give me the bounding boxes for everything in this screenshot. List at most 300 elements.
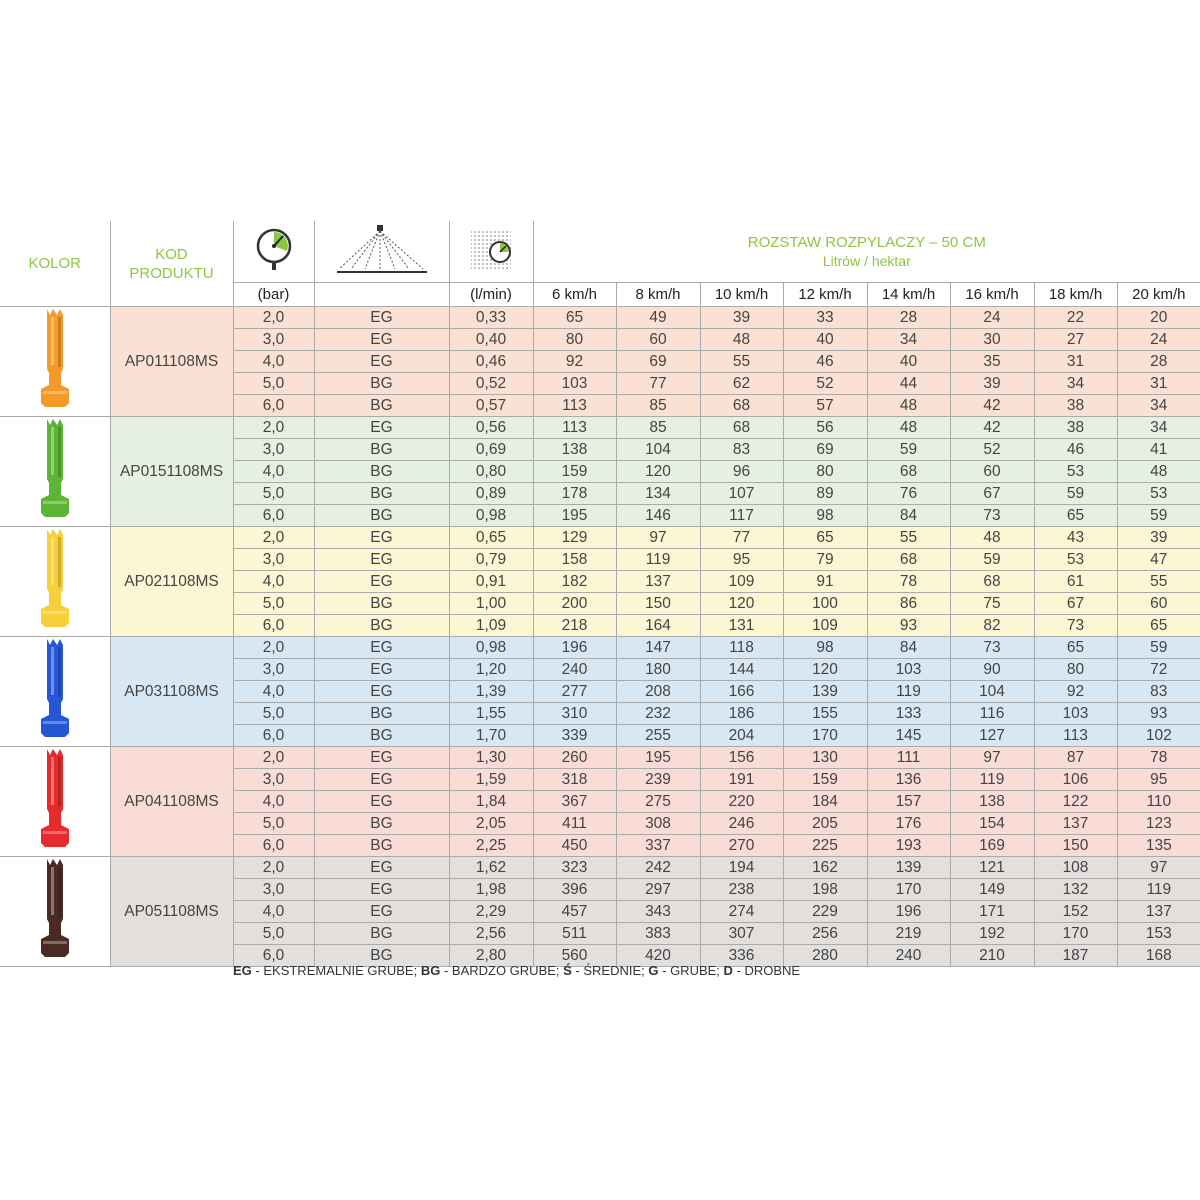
rate-value: 225 [783, 835, 867, 857]
rate-value: 242 [616, 857, 700, 879]
rate-value: 39 [700, 307, 783, 329]
droplet-class: EG [314, 637, 449, 659]
rate-value: 75 [950, 593, 1034, 615]
flow-unit: (l/min) [449, 283, 533, 307]
rate-value: 138 [533, 439, 616, 461]
rate-value: 170 [1034, 923, 1117, 945]
droplet-class: EG [314, 571, 449, 593]
rate-value: 78 [1117, 747, 1200, 769]
flow-value: 2,25 [449, 835, 533, 857]
rate-value: 24 [950, 307, 1034, 329]
rate-value: 52 [950, 439, 1034, 461]
rate-value: 130 [783, 747, 867, 769]
pressure-value: 2,0 [233, 307, 314, 329]
rate-value: 34 [1117, 395, 1200, 417]
rate-value: 270 [700, 835, 783, 857]
rate-value: 104 [616, 439, 700, 461]
rate-value: 42 [950, 417, 1034, 439]
rate-value: 218 [533, 615, 616, 637]
droplet-class: BG [314, 703, 449, 725]
legend-item [563, 963, 648, 978]
rate-value: 139 [783, 681, 867, 703]
flow-value: 1,84 [449, 791, 533, 813]
table-row [0, 307, 1200, 329]
rate-value: 80 [783, 461, 867, 483]
rate-value: 20 [1117, 307, 1200, 329]
rate-value: 158 [533, 549, 616, 571]
legend-abbr: EG [233, 963, 252, 978]
rate-value: 117 [700, 505, 783, 527]
rate-value: 104 [950, 681, 1034, 703]
nozzle-image [35, 857, 75, 961]
nozzle-color-cell [0, 857, 110, 967]
rate-value: 195 [616, 747, 700, 769]
pressure-value: 4,0 [233, 791, 314, 813]
table-body [0, 307, 1200, 967]
rate-value: 149 [950, 879, 1034, 901]
rate-value: 150 [616, 593, 700, 615]
rate-value: 91 [783, 571, 867, 593]
rate-value: 55 [700, 351, 783, 373]
droplet-class: BG [314, 813, 449, 835]
rate-value: 323 [533, 857, 616, 879]
droplet-class: BG [314, 945, 449, 967]
rate-value: 127 [950, 725, 1034, 747]
rate-value: 164 [616, 615, 700, 637]
rate-value: 450 [533, 835, 616, 857]
pressure-value: 5,0 [233, 923, 314, 945]
pressure-value: 4,0 [233, 571, 314, 593]
nozzle-image [35, 417, 75, 521]
rate-value: 119 [1117, 879, 1200, 901]
rate-value: 93 [1117, 703, 1200, 725]
rate-value: 420 [616, 945, 700, 967]
rate-value: 184 [783, 791, 867, 813]
nozzle-color-cell [0, 307, 110, 417]
rate-value: 59 [867, 439, 950, 461]
pressure-value: 6,0 [233, 725, 314, 747]
rate-value: 132 [1034, 879, 1117, 901]
flow-value: 1,70 [449, 725, 533, 747]
rate-value: 123 [1117, 813, 1200, 835]
product-code: AP041108MS [110, 747, 233, 857]
flow-value: 2,80 [449, 945, 533, 967]
rate-value: 67 [1034, 593, 1117, 615]
nozzle-image [35, 307, 75, 411]
rate-value: 170 [867, 879, 950, 901]
rate-value: 97 [1117, 857, 1200, 879]
rate-value: 260 [533, 747, 616, 769]
rate-value: 176 [867, 813, 950, 835]
speed-header: 12 km/h [783, 283, 867, 307]
rate-value: 119 [950, 769, 1034, 791]
rate-value: 155 [783, 703, 867, 725]
rate-value: 240 [867, 945, 950, 967]
rate-value: 92 [1034, 681, 1117, 703]
rate-value: 60 [950, 461, 1034, 483]
rate-value: 411 [533, 813, 616, 835]
droplet-class: BG [314, 461, 449, 483]
rate-value: 65 [533, 307, 616, 329]
rate-value: 52 [783, 373, 867, 395]
rate-value: 511 [533, 923, 616, 945]
flow-value: 1,59 [449, 769, 533, 791]
rate-value: 205 [783, 813, 867, 835]
pressure-value: 4,0 [233, 351, 314, 373]
rate-value: 102 [1117, 725, 1200, 747]
droplet-class: EG [314, 791, 449, 813]
rate-value: 38 [1034, 417, 1117, 439]
rate-value: 339 [533, 725, 616, 747]
spacing-title: ROZSTAW ROZPYLACZY – 50 CM [747, 233, 986, 251]
pressure-value: 2,0 [233, 417, 314, 439]
flow-value: 0,65 [449, 527, 533, 549]
rate-value: 82 [950, 615, 1034, 637]
rate-value: 150 [1034, 835, 1117, 857]
rate-value: 72 [1117, 659, 1200, 681]
rate-value: 383 [616, 923, 700, 945]
rate-value: 73 [950, 637, 1034, 659]
table-row [0, 857, 1200, 879]
rate-value: 80 [533, 329, 616, 351]
rate-value: 274 [700, 901, 783, 923]
rate-value: 560 [533, 945, 616, 967]
rate-value: 47 [1117, 549, 1200, 571]
rate-value: 308 [616, 813, 700, 835]
rate-value: 170 [783, 725, 867, 747]
rate-value: 31 [1034, 351, 1117, 373]
droplet-class: BG [314, 725, 449, 747]
rate-value: 85 [616, 395, 700, 417]
kod-label-line2: PRODUKTU [129, 264, 214, 282]
rate-value: 65 [1034, 505, 1117, 527]
rate-value: 137 [1117, 901, 1200, 923]
pressure-value: 2,0 [233, 857, 314, 879]
rate-value: 219 [867, 923, 950, 945]
legend-abbr: G [648, 963, 659, 978]
pressure-value: 2,0 [233, 527, 314, 549]
rate-value: 43 [1034, 527, 1117, 549]
droplet-class: BG [314, 923, 449, 945]
rate-value: 144 [700, 659, 783, 681]
droplet-class: EG [314, 351, 449, 373]
rate-value: 31 [1117, 373, 1200, 395]
legend-text: - BARDZO GRUBE; [440, 963, 564, 978]
flow-value: 1,00 [449, 593, 533, 615]
rate-value: 46 [783, 351, 867, 373]
rate-value: 255 [616, 725, 700, 747]
spacing-header [533, 221, 1200, 283]
rate-value: 131 [700, 615, 783, 637]
rate-value: 46 [1034, 439, 1117, 461]
rate-value: 35 [950, 351, 1034, 373]
legend [233, 963, 800, 978]
rate-value: 65 [1117, 615, 1200, 637]
rate-value: 238 [700, 879, 783, 901]
rate-value: 42 [950, 395, 1034, 417]
rate-value: 90 [950, 659, 1034, 681]
rate-value: 129 [533, 527, 616, 549]
rate-value: 77 [700, 527, 783, 549]
pressure-value: 2,0 [233, 747, 314, 769]
rate-value: 396 [533, 879, 616, 901]
rate-value: 152 [1034, 901, 1117, 923]
rate-value: 108 [1034, 857, 1117, 879]
product-code: AP021108MS [110, 527, 233, 637]
rate-value: 69 [783, 439, 867, 461]
rate-value: 119 [616, 549, 700, 571]
product-code: AP0151108MS [110, 417, 233, 527]
rate-value: 89 [783, 483, 867, 505]
speed-header: 8 km/h [616, 283, 700, 307]
rate-value: 275 [616, 791, 700, 813]
table-row [0, 747, 1200, 769]
rate-value: 208 [616, 681, 700, 703]
rate-value: 120 [700, 593, 783, 615]
rate-value: 48 [867, 417, 950, 439]
rate-value: 38 [1034, 395, 1117, 417]
rate-value: 277 [533, 681, 616, 703]
pressure-value: 5,0 [233, 593, 314, 615]
rate-value: 232 [616, 703, 700, 725]
rate-value: 68 [867, 461, 950, 483]
pressure-value: 3,0 [233, 549, 314, 571]
kod-header [110, 221, 233, 307]
legend-item [233, 963, 421, 978]
rate-value: 146 [616, 505, 700, 527]
rate-value: 84 [867, 637, 950, 659]
flow-value: 0,98 [449, 637, 533, 659]
rate-value: 187 [1034, 945, 1117, 967]
flow-value: 0,57 [449, 395, 533, 417]
rate-value: 48 [867, 395, 950, 417]
rate-value: 220 [700, 791, 783, 813]
rate-value: 186 [700, 703, 783, 725]
speed-header: 6 km/h [533, 283, 616, 307]
flow-value: 0,98 [449, 505, 533, 527]
rate-value: 169 [950, 835, 1034, 857]
rate-value: 78 [867, 571, 950, 593]
flow-value: 1,09 [449, 615, 533, 637]
rate-value: 33 [783, 307, 867, 329]
droplet-class: BG [314, 615, 449, 637]
droplet-class: EG [314, 549, 449, 571]
spray-icon-cell [314, 221, 449, 283]
rate-value: 34 [1117, 417, 1200, 439]
nozzle-color-cell [0, 527, 110, 637]
rate-value: 100 [783, 593, 867, 615]
rate-value: 95 [1117, 769, 1200, 791]
rate-value: 84 [867, 505, 950, 527]
pressure-value: 2,0 [233, 637, 314, 659]
rate-value: 138 [950, 791, 1034, 813]
rate-value: 110 [1117, 791, 1200, 813]
droplet-class: BG [314, 593, 449, 615]
rate-value: 137 [616, 571, 700, 593]
droplet-class: BG [314, 483, 449, 505]
legend-abbr: D [723, 963, 733, 978]
rate-value: 256 [783, 923, 867, 945]
table-row [0, 417, 1200, 439]
rate-value: 111 [867, 747, 950, 769]
flow-value: 0,40 [449, 329, 533, 351]
rate-value: 28 [867, 307, 950, 329]
flow-value: 1,39 [449, 681, 533, 703]
rate-value: 103 [533, 373, 616, 395]
rate-value: 57 [783, 395, 867, 417]
pressure-value: 6,0 [233, 505, 314, 527]
speed-header: 14 km/h [867, 283, 950, 307]
rate-value: 73 [1034, 615, 1117, 637]
droplet-class: EG [314, 857, 449, 879]
nozzle-image [35, 747, 75, 851]
rate-value: 60 [616, 329, 700, 351]
pressure-value: 3,0 [233, 329, 314, 351]
rate-value: 196 [533, 637, 616, 659]
rate-value: 139 [867, 857, 950, 879]
rate-value: 107 [700, 483, 783, 505]
kolor-header [0, 221, 110, 307]
speed-header: 16 km/h [950, 283, 1034, 307]
rate-value: 307 [700, 923, 783, 945]
droplet-class: EG [314, 659, 449, 681]
droplet-class: EG [314, 527, 449, 549]
rate-value: 92 [533, 351, 616, 373]
pressure-value: 5,0 [233, 813, 314, 835]
flow-value: 2,29 [449, 901, 533, 923]
rate-value: 162 [783, 857, 867, 879]
rate-value: 195 [533, 505, 616, 527]
rate-value: 113 [533, 395, 616, 417]
rate-value: 28 [1117, 351, 1200, 373]
rate-value: 40 [867, 351, 950, 373]
kod-label-line1: KOD [155, 245, 188, 263]
product-code: AP051108MS [110, 857, 233, 967]
kolor-label: KOLOR [28, 255, 81, 272]
flow-gauge-icon [469, 226, 513, 272]
droplet-class: EG [314, 769, 449, 791]
flow-value: 1,20 [449, 659, 533, 681]
droplet-class: BG [314, 835, 449, 857]
rate-value: 34 [1034, 373, 1117, 395]
rate-value: 59 [1117, 637, 1200, 659]
rate-value: 200 [533, 593, 616, 615]
rate-value: 55 [1117, 571, 1200, 593]
rate-value: 83 [700, 439, 783, 461]
rate-value: 120 [616, 461, 700, 483]
rate-value: 67 [950, 483, 1034, 505]
rate-value: 34 [867, 329, 950, 351]
rate-value: 280 [783, 945, 867, 967]
rate-value: 318 [533, 769, 616, 791]
rate-value: 240 [533, 659, 616, 681]
droplet-class: EG [314, 329, 449, 351]
legend-text: - GRUBE; [658, 963, 724, 978]
legend-item [421, 963, 563, 978]
rate-value: 134 [616, 483, 700, 505]
product-code: AP031108MS [110, 637, 233, 747]
flow-value: 0,69 [449, 439, 533, 461]
rate-value: 68 [950, 571, 1034, 593]
rate-value: 171 [950, 901, 1034, 923]
rate-value: 39 [1117, 527, 1200, 549]
rate-value: 159 [533, 461, 616, 483]
flow-value: 2,05 [449, 813, 533, 835]
rate-value: 68 [700, 417, 783, 439]
rate-value: 97 [950, 747, 1034, 769]
rate-value: 96 [700, 461, 783, 483]
rate-value: 192 [950, 923, 1034, 945]
rate-value: 193 [867, 835, 950, 857]
rate-value: 137 [1034, 813, 1117, 835]
rate-value: 98 [783, 637, 867, 659]
rate-value: 156 [700, 747, 783, 769]
rate-value: 198 [783, 879, 867, 901]
rate-value: 182 [533, 571, 616, 593]
rate-value: 68 [867, 549, 950, 571]
pressure-icon-cell [233, 221, 314, 283]
rate-value: 48 [700, 329, 783, 351]
rate-value: 44 [867, 373, 950, 395]
rate-value: 48 [950, 527, 1034, 549]
rate-value: 297 [616, 879, 700, 901]
pressure-value: 4,0 [233, 461, 314, 483]
rate-value: 65 [783, 527, 867, 549]
rate-value: 60 [1117, 593, 1200, 615]
droplet-class: EG [314, 417, 449, 439]
rate-value: 337 [616, 835, 700, 857]
rate-value: 147 [616, 637, 700, 659]
rate-value: 55 [867, 527, 950, 549]
rate-value: 103 [1034, 703, 1117, 725]
flow-value: 2,56 [449, 923, 533, 945]
rate-value: 103 [867, 659, 950, 681]
pressure-value: 3,0 [233, 659, 314, 681]
rate-value: 229 [783, 901, 867, 923]
rate-value: 343 [616, 901, 700, 923]
rate-value: 22 [1034, 307, 1117, 329]
product-code: AP011108MS [110, 307, 233, 417]
rate-value: 53 [1034, 461, 1117, 483]
rate-value: 113 [533, 417, 616, 439]
rate-value: 166 [700, 681, 783, 703]
spray-unit-blank [314, 283, 449, 307]
rate-value: 196 [867, 901, 950, 923]
pressure-unit: (bar) [233, 283, 314, 307]
rate-value: 56 [783, 417, 867, 439]
pressure-value: 6,0 [233, 945, 314, 967]
rate-value: 73 [950, 505, 1034, 527]
droplet-class: EG [314, 681, 449, 703]
rate-value: 87 [1034, 747, 1117, 769]
pressure-value: 3,0 [233, 879, 314, 901]
rate-value: 62 [700, 373, 783, 395]
flow-value: 1,30 [449, 747, 533, 769]
rate-value: 122 [1034, 791, 1117, 813]
flow-value: 0,52 [449, 373, 533, 395]
legend-abbr: BG [420, 963, 441, 978]
legend-text: - ŚREDNIE; [571, 963, 649, 978]
nozzle-color-cell [0, 637, 110, 747]
flow-value: 0,80 [449, 461, 533, 483]
rate-value: 210 [950, 945, 1034, 967]
rate-value: 119 [867, 681, 950, 703]
rate-value: 113 [1034, 725, 1117, 747]
nozzle-color-cell [0, 417, 110, 527]
rate-value: 80 [1034, 659, 1117, 681]
rate-value: 367 [533, 791, 616, 813]
droplet-class: EG [314, 747, 449, 769]
